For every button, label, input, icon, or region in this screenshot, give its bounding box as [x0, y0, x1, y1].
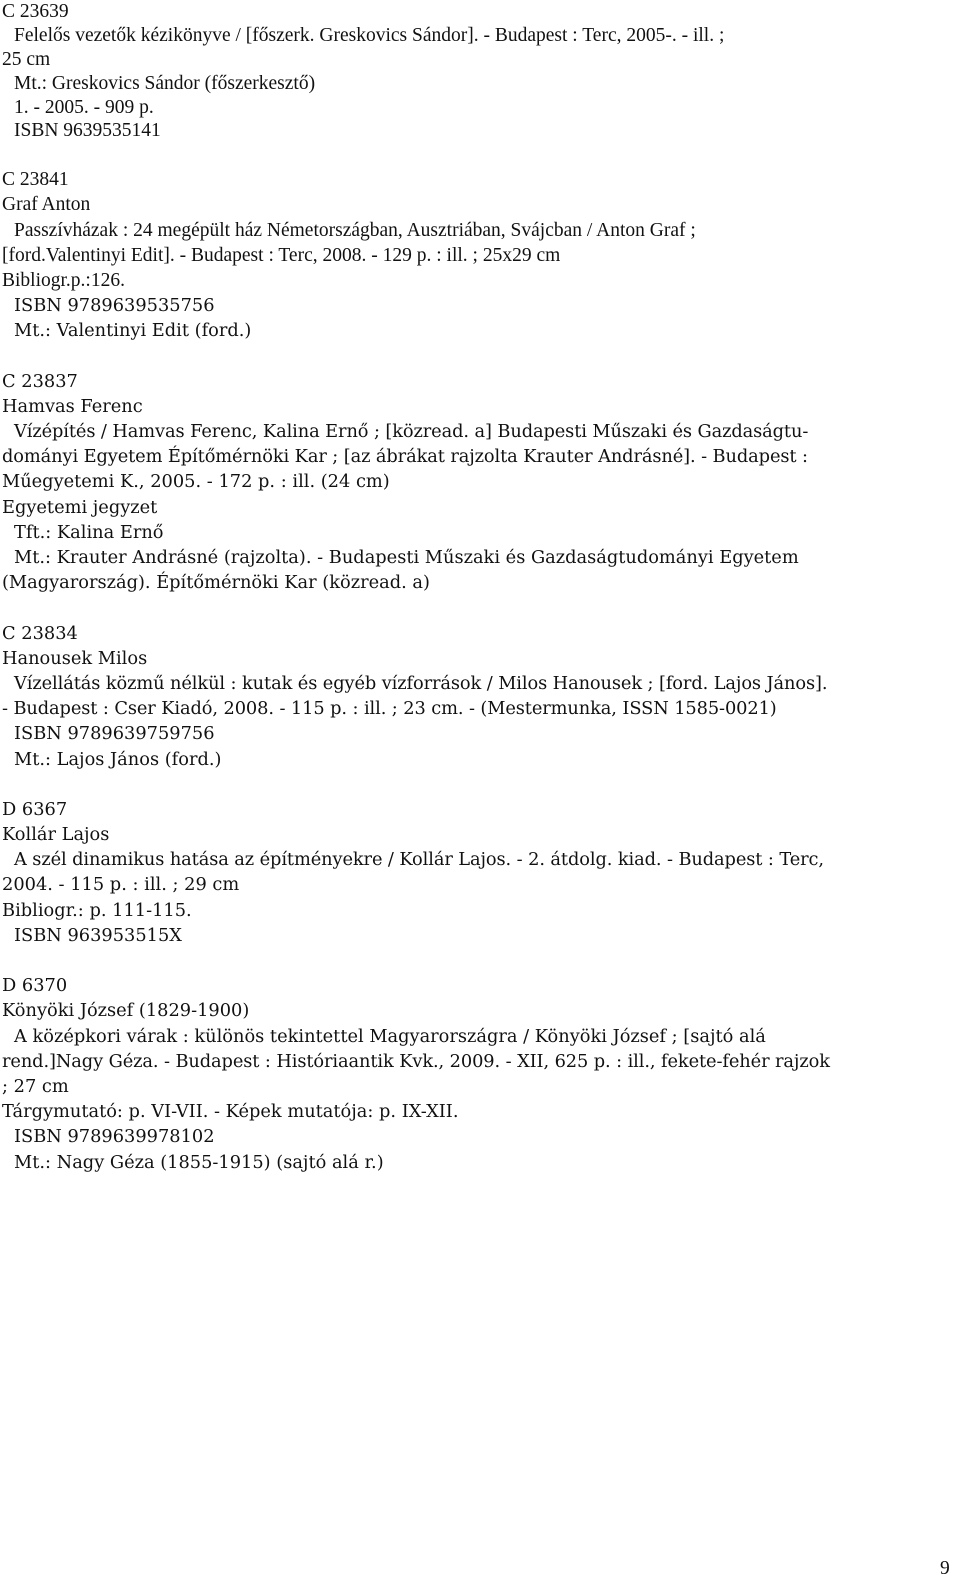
entry-call-number: C 23837	[2, 370, 78, 392]
catalog-entry	[2, 621, 952, 772]
catalog-entry	[2, 797, 952, 948]
entry-separator	[2, 143, 952, 167]
catalog-entry	[2, 0, 952, 143]
entry-added-author: Mt.: Valentinyi Edit (ford.)	[14, 320, 252, 342]
entry-title-statement-cont: rend.]Nagy Géza. - Budapest : Históriaantik Kvk., 2009. - XII, 625 p. : ill., fekete-fehér rajzok	[2, 1050, 830, 1072]
entry-isbn: ISBN 9789639978102	[14, 1126, 215, 1148]
entry-added-author: Mt.: Nagy Géza (1855-1915) (sajtó alá r.)	[14, 1151, 384, 1173]
entry-title-statement-cont: [ford.Valentinyi Edit]. - Budapest : Terc, 2008. - 129 p. : ill. ; 25x29 cm	[2, 244, 561, 266]
entry-title-statement: Vízépítés / Hamvas Ferenc, Kalina Ernő ; [közread. a] Budapesti Műszaki és Gazdaságtu-	[14, 421, 809, 443]
entry-bibliography-note: Bibliogr.: p. 111-115.	[2, 899, 192, 921]
entry-title-statement-cont: - Budapest : Cser Kiadó, 2008. - 115 p. : ill. ; 23 cm. - (Mestermunka, ISSN 1585-0021)	[2, 698, 777, 720]
entry-title-statement-cont: ; 27 cm	[2, 1075, 69, 1097]
entry-author: Graf Anton	[2, 194, 91, 216]
catalog-page	[2, 0, 952, 1175]
entry-separator	[2, 344, 952, 369]
entry-coauthor: Tft.: Kalina Ernő	[14, 521, 164, 543]
entry-title-statement-cont: 25 cm	[2, 48, 51, 70]
page-number: 9	[940, 1558, 950, 1579]
entry-call-number: D 6370	[2, 975, 68, 997]
entry-added-author: Mt.: Krauter Andrásné (rajzolta). - Budapesti Műszaki és Gazdaságtudományi Egyetem	[14, 547, 799, 569]
entry-added-author: Mt.: Greskovics Sándor (főszerkesztő)	[14, 72, 316, 94]
entry-title-statement-cont: dományi Egyetem Építőmérnöki Kar ; [az ábrákat rajzolta Krauter Andrásné]. - Budapest :	[2, 446, 808, 468]
entry-separator	[2, 948, 952, 973]
entry-call-number: D 6367	[2, 798, 68, 820]
entry-isbn: ISBN 9789639759756	[14, 723, 215, 745]
entry-volume: 1. - 2005. - 909 p.	[14, 96, 154, 118]
entry-author: Kollár Lajos	[2, 824, 110, 846]
entry-isbn: ISBN 963953515X	[14, 924, 182, 946]
entry-added-author: Mt.: Lajos János (ford.)	[14, 748, 222, 770]
entry-title-statement: Vízellátás közmű nélkül : kutak és egyéb vízforrások / Milos Hanousek ; [ford. Lajos János].	[14, 672, 828, 694]
entry-publication: Műegyetemi K., 2005. - 172 p. : ill. (24 cm)	[2, 471, 390, 493]
entry-bibliography-note: Bibliogr.p.:126.	[2, 269, 125, 291]
entry-isbn: ISBN 9789639535756	[14, 295, 215, 317]
entry-series: Egyetemi jegyzet	[2, 496, 158, 518]
catalog-entry	[2, 369, 952, 596]
catalog-entry	[2, 973, 952, 1175]
entry-title-statement-cont: 2004. - 115 p. : ill. ; 29 cm	[2, 874, 240, 896]
entry-title-statement: Felelős vezetők kézikönyve / [főszerk. Greskovics Sándor]. - Budapest : Terc, 2005-. - ill. ;	[14, 24, 725, 46]
entry-author: Hanousek Milos	[2, 647, 148, 669]
entry-author: Könyöki József (1829-1900)	[2, 1000, 250, 1022]
entry-isbn: ISBN 9639535141	[14, 120, 161, 142]
entry-title-statement: Passzívházak : 24 megépült ház Németországban, Ausztriában, Svájcban / Anton Graf ;	[14, 219, 696, 241]
entry-separator	[2, 595, 952, 620]
entry-call-number: C 23834	[2, 622, 78, 644]
entry-call-number: C 23841	[2, 169, 69, 191]
entry-added-author-cont: (Magyarország). Építőmérnöki Kar (közread. a)	[2, 572, 430, 594]
entry-author: Hamvas Ferenc	[2, 395, 143, 417]
entry-separator	[2, 772, 952, 797]
entry-index-note: Tárgymutató: p. VI-VII. - Képek mutatója: p. IX-XII.	[2, 1101, 459, 1123]
catalog-entry	[2, 167, 952, 343]
entry-title-statement: A középkori várak : különös tekintettel Magyarországra / Könyöki József ; [sajtó alá	[14, 1025, 766, 1047]
entry-title-statement: A szél dinamikus hatása az építményekre / Kollár Lajos. - 2. átdolg. kiad. - Budapest : Terc,	[14, 849, 824, 871]
entry-call-number: C 23639	[2, 1, 69, 22]
